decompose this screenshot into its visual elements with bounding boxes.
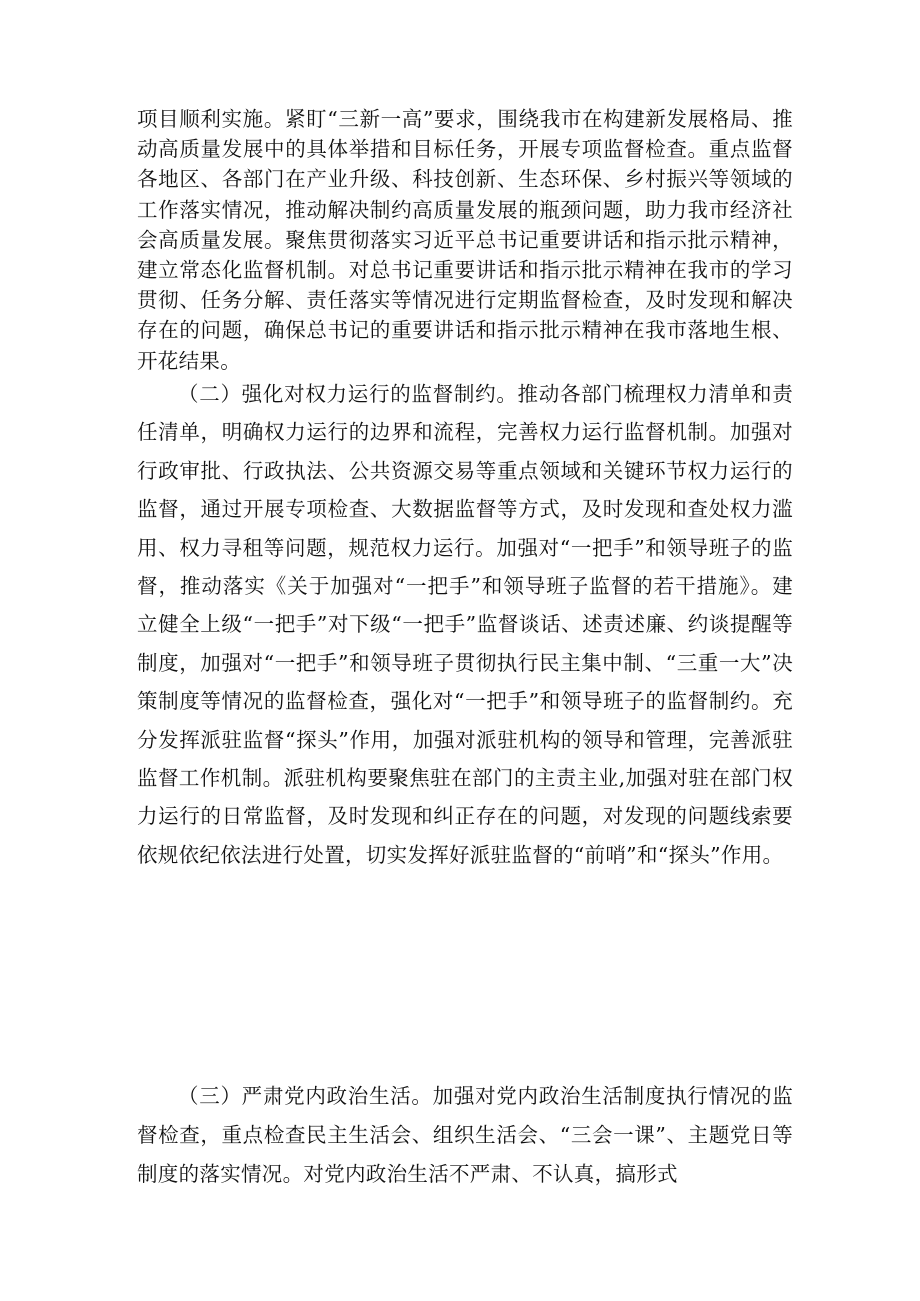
paragraph-section-2: （二）强化对权力运行的监督制约。推动各部门梳理权力清单和责任清单，明确权力运行的边界和流程，完善权力运行监督机制。加强对行政审批、行政执法、公共资源交易等重点领域和关键环节权力运行的监督，通过开展专项检查、大数据监督等方式，及时发现和查处权力滥用、权力寻租等问题，规范权力运行。加强对“一把手”和领导班子的监督，推动落实《关于加强对“一把手”和领导班子监督的若干措施》。建立健全上级“一把手”对下级“一把手”监督谈话、述责述廉、约谈提醒等制度，加强对“一把手”和领导班子贯彻执行民主集中制、“三重一大”决策制度等情况的监督检查，强化对“一把手”和领导班子的监督制约。充分发挥派驻监督“探头”作用，加强对派驻机构的领导和管理，完善派驻监督工作机制。派驻机构要聚焦驻在部门的主责主业,加强对驻在部门权力运行的日常监督，及时发现和纠正存在的问题，对发现的问题线索要依规依纪依法进行处置，切实发挥好派驻监督的“前哨”和“探头”作用。 bbox=[137, 382, 793, 867]
paragraph-continuation: 项目顺利实施。紧盯“三新一高”要求，围绕我市在构建新发展格局、推动高质量发展中的具体举措和目标任务，开展专项监督检查。重点监督各地区、各部门在产业升级、科技创新、生态环保、乡村振兴等领域的工作落实情况，推动解决制约高质量发展的瓶颈问题，助力我市经济社会高质量发展。聚焦贯彻落实习近平总书记重要讲话和指示批示精神，建立常态化监督机制。对总书记重要讲话和指示批示精神在我市的学习贯彻、任务分解、责任落实等情况进行定期监督检查，及时发现和解决存在的问题，确保总书记的重要讲话和指示批示精神在我市落地生根、开花结果。 bbox=[137, 107, 793, 373]
paragraph-section-3: （三）严肃党内政治生活。加强对党内政治生活制度执行情况的监督检查，重点检查民主生活会、组织生活会、“三会一课”、主题党日等制度的落实情况。对党内政治生活不严肃、不认真，搞形式 bbox=[137, 1084, 793, 1186]
